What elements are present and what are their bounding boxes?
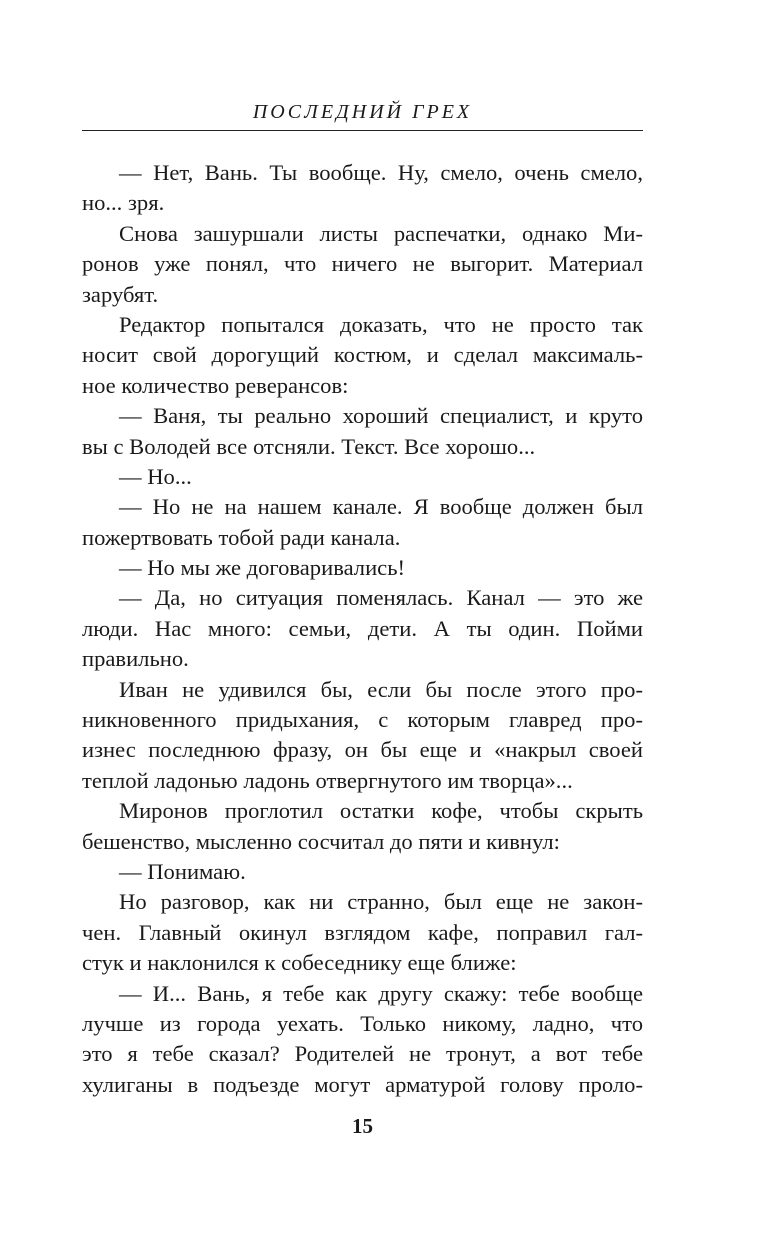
text-line: никновенного придыхания, с которым главред про-: [82, 707, 643, 733]
text-line: теплой ладонью ладонь отвергнутого им творца»...: [82, 767, 573, 793]
text-line: лучше из города уехать. Только никому, ладно, что: [82, 1010, 643, 1036]
text-line: Но разговор, как ни странно, был еще не закон-: [119, 889, 643, 915]
text-line: ронов уже понял, что ничего не выгорит. Материал: [82, 251, 643, 277]
text-line: — Понимаю.: [119, 858, 246, 884]
text-line: — Да, но ситуация поменялась. Канал — это же: [119, 585, 643, 611]
text-line: Редактор попытался доказать, что не просто так: [119, 311, 643, 337]
text-line: Иван не удивился бы, если бы после этого про-: [119, 676, 643, 702]
running-head: ПОСЛЕДНИЙ ГРЕХ: [252, 101, 473, 123]
text-line: стук и наклонился к собеседнику еще ближе:: [82, 950, 517, 976]
header-rule: [82, 130, 643, 131]
text-line: правильно.: [82, 646, 189, 672]
text-line: — И... Вань, я тебе как другу скажу: тебе вообще: [119, 980, 643, 1006]
text-line: — Ваня, ты реально хороший специалист, и круто: [119, 403, 643, 429]
text-line: зарубят.: [82, 281, 159, 307]
text-line: чен. Главный окинул взглядом кафе, поправил гал-: [82, 919, 643, 945]
text-line: — Нет, Вань. Ты вообще. Ну, смело, очень смело,: [119, 160, 643, 185]
text-line: пожертвовать тобой ради канала.: [82, 524, 401, 550]
text-line: — Но...: [119, 463, 192, 489]
text-line: изнес последнюю фразу, он бы еще и «накрыл своей: [82, 737, 643, 763]
text-line: — Но не на нашем канале. Я вообще должен был: [119, 494, 643, 520]
page-number: 15: [352, 1114, 373, 1138]
text-line: — Но мы же договаривались!: [119, 555, 406, 581]
text-line: Миронов проглотил остатки кофе, чтобы скрыть: [119, 798, 643, 824]
body-text: [82, 158, 643, 1100]
text-line: хулиганы в подъезде могут арматурой голову проло-: [82, 1071, 643, 1097]
text-line: но... зря.: [82, 190, 165, 216]
text-line: бешенство, мысленно сосчитал до пяти и кивнул:: [82, 828, 560, 854]
text-line: люди. Нас много: семьи, дети. А ты один. Пойми: [82, 615, 643, 641]
text-line: вы с Володей все отсняли. Текст. Все хорошо...: [82, 433, 536, 459]
text-line: это я тебе сказал? Родителей не тронут, а вот тебе: [82, 1041, 643, 1067]
book-page: [82, 0, 643, 1241]
text-line: Снова зашуршали листы распечатки, однако Ми-: [119, 220, 643, 246]
text-line: носит свой дорогущий костюм, и сделал максималь-: [82, 342, 643, 368]
text-line: ное количество реверансов:: [82, 372, 349, 398]
